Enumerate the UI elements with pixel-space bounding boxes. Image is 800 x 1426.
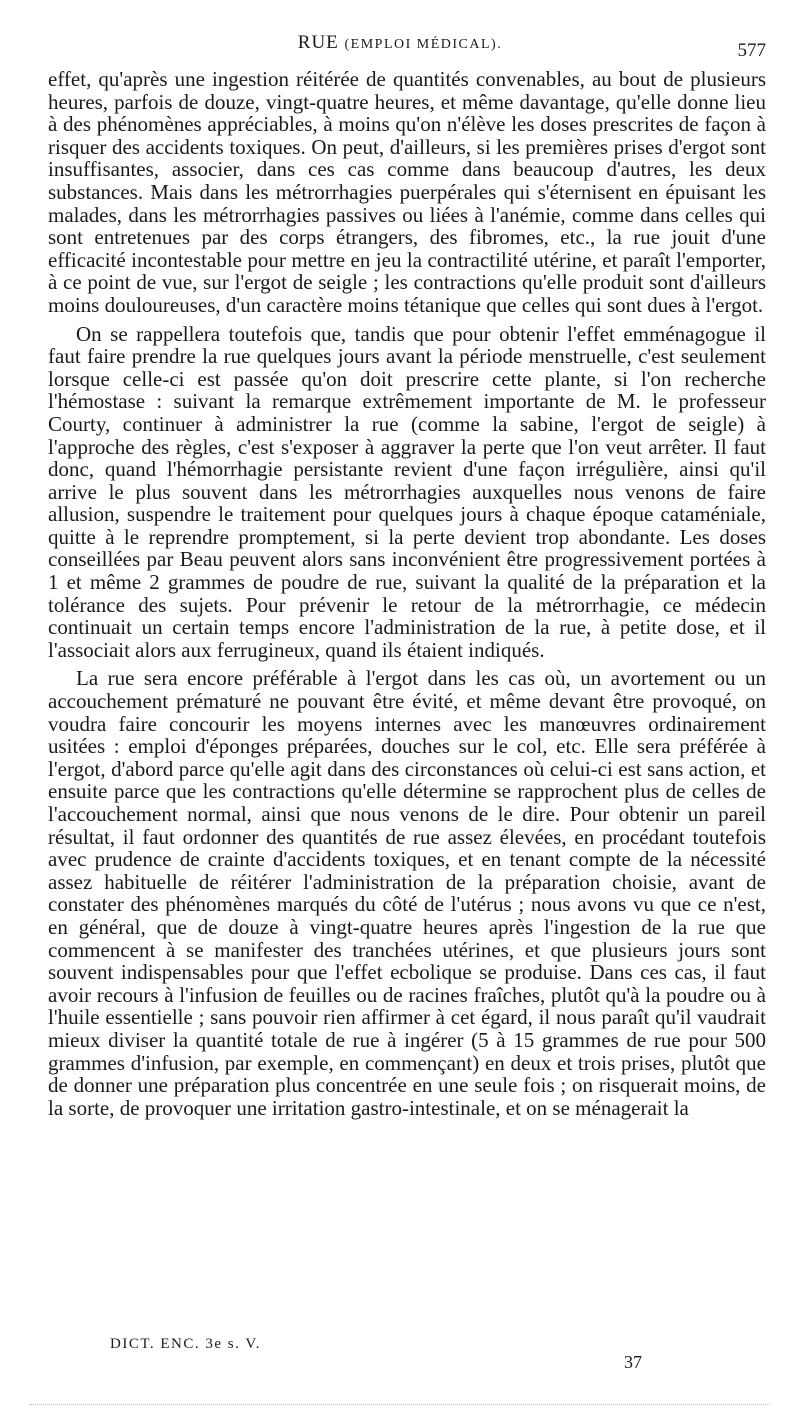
- page-footer: [0, 1332, 800, 1380]
- running-head-subtitle: (EMPLOI MÉDICAL).: [344, 37, 503, 52]
- signature-number: 37: [624, 1352, 642, 1372]
- running-head: [0, 32, 800, 54]
- body-text: [48, 68, 766, 1119]
- paragraph-2: On se rappellera toutefois que, tandis que pour obtenir l'effet emménagogue il faut faire prendre la rue quelques jours avant la période menstruelle, c'est seulement lorsque celle-ci est passée qu'on doit prescrire cette plante, si l'on recherche l'hémostase : suivant la remarque extrêmement importante de M. le professeur Courty, continuer à administrer la rue (comme la sabine, l'ergot de seigle) à l'approche des règles, c'est s'exposer à aggraver la perte que l'on veut arrêter. Il faut donc, quand l'hémorrhagie persistante revient d'une façon irrégulière, ainsi qu'il arrive le plus souvent dans les métrorrhagies auxquelles nous venons de faire allusion, suspendre le traitement pour quelques jours à chaque époque cataméniale, quitte à le reprendre promptement, si la perte devient trop abondante. Les doses conseillées par Beau peuvent alors sans inconvénient être progressivement portées à 1 et même 2 grammes de poudre de rue, suivant la qualité de la préparation et la tolérance des sujets. Pour prévenir le retour de la métrorrhagie, ce médecin continuait un certain temps encore l'administration de la rue, à petite dose, et il l'associait alors aux ferrugineux, quand ils étaient indiqués.: [48, 321, 766, 662]
- paragraph-1: effet, qu'après une ingestion réitérée de quantités convenables, au bout de plusieurs heures, parfois de douze, vingt-quatre heures, et même davantage, qu'elle donne lieu à des phénomènes appréciables, à moins qu'on n'élève les doses prescrites de façon à risquer des accidents toxiques. On peut, d'ailleurs, si les premières prises d'ergot sont insuffisantes, associer, dans ces cas comme dans beaucoup d'autres, les deux substances. Mais dans les métrorrhagies puerpérales qui s'éternisent en épuisant les malades, dans les métrorrhagies passives ou liées à l'anémie, comme dans celles qui sont entretenues par des corps étrangers, des fibromes, etc., la rue jouit d'une efficacité incontestable pour mettre en jeu la contractilité utérine, et paraît l'emporter, à ce point de vue, sur l'ergot de seigle ; les contractions qu'elle produit sont d'ailleurs moins douloureuses, d'un caractère moins tétanique que celles qui sont dues à l'ergot.: [48, 67, 766, 317]
- running-head-title: RUE: [297, 32, 339, 53]
- scan-edge-divider: [30, 1404, 770, 1407]
- signature-mark: DICT. ENC. 3e s. V.: [110, 1336, 262, 1352]
- page-header: [0, 26, 800, 66]
- page-number: 577: [737, 40, 766, 61]
- paragraph-3: La rue sera encore préférable à l'ergot dans les cas où, un avortement ou un accouchement prématuré ne pouvant être évité, et même devant être provoqué, on voudra faire concourir les moyens internes avec les manœuvres ordinairement usitées : emploi d'éponges préparées, douches sur le col, etc. Elle sera préférée à l'ergot, d'abord parce qu'elle agit dans des circonstances où celui-ci est sans action, et ensuite parce que les contractions qu'elle détermine se rapprochent plus de celles de l'accouchement normal, ainsi que nous venons de le dire. Pour obtenir un pareil résultat, il faut ordonner des quantités de rue assez élevées, en procédant toutefois avec prudence de crainte d'accidents toxiques, et en tenant compte de la nécessité assez habituelle de réitérer l'administration de la préparation choisie, avant de constater des phénomènes marqués du côté de l'utérus ; nous avons vu que ce n'est, en général, que de douze à vingt-quatre heures après l'ingestion de la rue que commencent à se manifester des tranchées utérines, et que plusieurs jours sont souvent indispensables pour que l'effet ecbolique se produise. Dans ces cas, il faut avoir recours à l'infusion de feuilles ou de racines fraîches, plutôt qu'à la poudre ou à l'huile essentielle ; sans pouvoir rien affirmer à cet égard, il nous paraît qu'il vaudrait mieux diviser la quantité totale de rue à ingérer (5 à 15 grammes de rue pour 500 grammes d'infusion, par exemple, en commençant) en deux et trois prises, plutôt que de donner une préparation plus concentrée en une seule fois ; on risquerait moins, de la sorte, de provoquer une irritation gastro-intestinale, et on se ménagerait la: [48, 666, 766, 1120]
